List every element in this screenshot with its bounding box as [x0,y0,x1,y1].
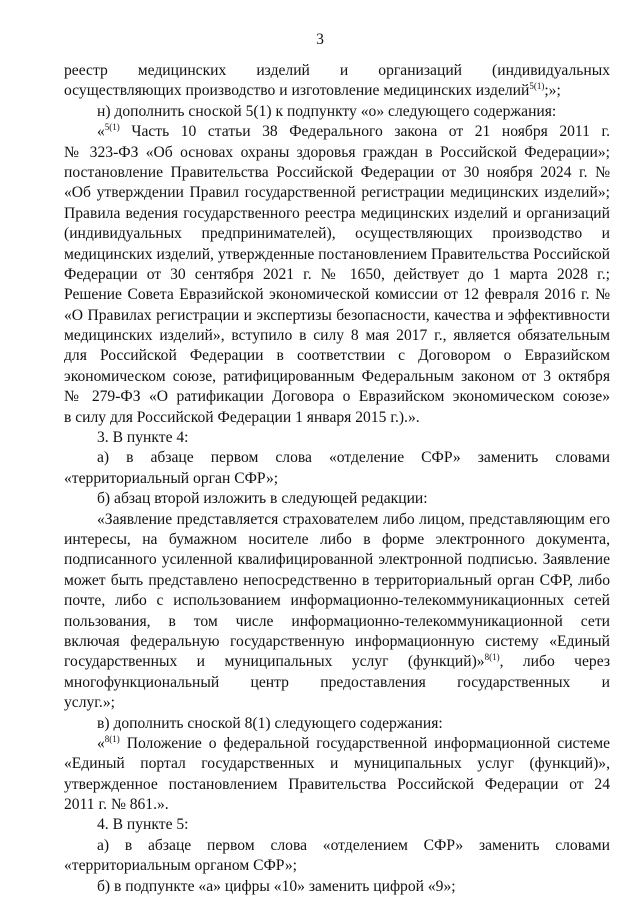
text-line [64,224,610,244]
line-text: осуществляющих производство и изготовление медицинских изделий [64,82,530,100]
line-text: а) в абзаце первом слова «отделение СФР» заменить словами [97,449,610,467]
text-line [64,326,610,346]
line-text: утвержденное постановлением Правительства Российской Федерации от 24 [64,775,610,793]
text-line [64,81,610,101]
text-line [64,877,610,897]
line-text: Часть 10 статьи 38 Федерального закона от 21 ноября 2011 г. [119,123,610,141]
text-line [64,734,610,754]
text-line [64,571,610,591]
text-line [64,265,610,285]
line-text: № 279-ФЗ «О ратификации Договора о Евразийском экономическом союзе» [64,388,610,406]
line-text: в силу для Российской Федерации 1 января 2015 г.).». [64,408,420,426]
text-line [64,612,610,632]
text-line [64,836,610,856]
text-line [64,591,610,611]
text-line [64,754,610,774]
line-text: Федерации от 30 сентября 2021 г. № 1650, действует до 1 марта 2028 г.; [64,265,610,283]
line-text: для Российской Федерации в соответствии с Договором о Евразийском [64,347,610,365]
text-line [64,387,610,407]
text-line [64,102,610,122]
text-line [64,448,610,468]
line-text: государственных и муниципальных услуг (функций)» [64,653,485,671]
text-line [64,61,610,81]
text-line [64,795,610,815]
line-text: может быть представлено непосредственно в территориальный орган СФР, либо [64,571,610,589]
line-text: пользования, в том числе информационно-телекоммуникационной сети [64,612,610,630]
line-text: «территориальным органом СФР»; [64,857,297,875]
text-line [64,510,610,530]
line-text: медицинских изделий», вступило в силу 8 мая 2017 г., является обязательным [64,327,610,345]
line-text: Решение Совета Евразийской экономической комиссии от 12 февраля 2016 г. № [64,286,610,304]
line-text: «О Правилах регистрации и экспертизы безопасности, качества и эффективности [64,306,610,324]
text-line [64,163,610,183]
line-text: б) абзац второй изложить в следующей редакции: [97,490,428,508]
footnote-ref: 8(1) [104,733,120,744]
line-text: услуг.»; [64,694,115,712]
text-line [64,693,610,713]
line-text: включая федеральную государственную информационную систему «Единый [64,632,610,650]
line-text: 4. В пункте 5: [97,816,189,834]
text-line [64,408,610,428]
text-line [64,856,610,876]
text-line [64,632,610,652]
line-text: в) дополнить сноской 8(1) следующего содержания: [97,714,443,732]
line-text: б) в подпункте «а» цифры «10» заменить цифрой «9»; [97,877,456,895]
line-text: а) в абзаце первом слова «отделением СФР» заменить словами [97,836,610,854]
line-prefix: « [97,123,105,141]
text-line [64,550,610,570]
document-body [64,61,610,897]
line-text: (индивидуальных предпринимателей), осуществляющих производство и [64,225,610,243]
text-line [64,204,610,224]
text-line [64,775,610,795]
line-text: медицинских изделий, утвержденные постановлением Правительства Российской [64,245,610,263]
line-text: 2011 г. № 861.». [64,796,169,814]
line-text: многофункциональный центр предоставления государственных и [64,673,610,691]
line-text: «Об утверждении Правил государственной регистрации медицинских изделий»; [64,184,610,202]
text-line [64,673,610,693]
line-text: 3. В пункте 4: [97,429,189,447]
line-suffix: , либо через [499,653,610,671]
footnote-ref: 5(1) [104,122,120,132]
text-line [64,346,610,366]
text-line [64,469,610,489]
line-text: реестр медицинских изделий и организаций (индивидуальных [64,62,610,79]
line-text: почте, либо с использованием информационно-телекоммуникационных сетей [64,592,610,610]
line-text: «Заявление представляется страхователем либо лицом, представляющим его [97,510,610,528]
text-line [64,815,610,835]
line-text: Положение о федеральной государственной информационной системе [119,734,610,752]
text-line [64,306,610,326]
line-text: «территориальный орган СФР»; [64,469,279,487]
line-prefix: « [97,734,105,752]
line-text: экономическом союзе, ратифицированным Федеральным законом от 3 октября [64,367,610,385]
text-line [64,143,610,163]
line-text: постановление Правительства Российской Федерации от 30 ноября 2024 г. № [64,163,610,181]
line-text: интересы, на бумажном носителе либо в форме электронного документа, [64,530,610,548]
text-line [64,367,610,387]
text-line [64,530,610,550]
footnote-ref: 8(1) [484,652,500,663]
line-text: № 323-ФЗ «Об основах охраны здоровья граждан в Российской Федерации»; [64,143,610,161]
footnote-ref: 5(1) [529,81,545,92]
page-number: 3 [316,31,324,48]
text-line [64,183,610,203]
text-line [64,245,610,265]
text-line [64,652,610,672]
line-suffix: ;»; [544,82,561,100]
text-line [64,122,610,142]
text-line [64,285,610,305]
text-line [64,489,610,509]
line-text: подписанного усиленной квалифицированной электронной подписью. Заявление [64,551,610,569]
line-text: Правила ведения государственного реестра медицинских изделий и организаций [64,204,610,222]
line-text: «Единый портал государственных и муниципальных услуг (функций)», [64,755,610,773]
line-text: н) дополнить сноской 5(1) к подпункту «о» следующего содержания: [97,102,557,120]
text-line [64,714,610,734]
text-line [64,428,610,448]
